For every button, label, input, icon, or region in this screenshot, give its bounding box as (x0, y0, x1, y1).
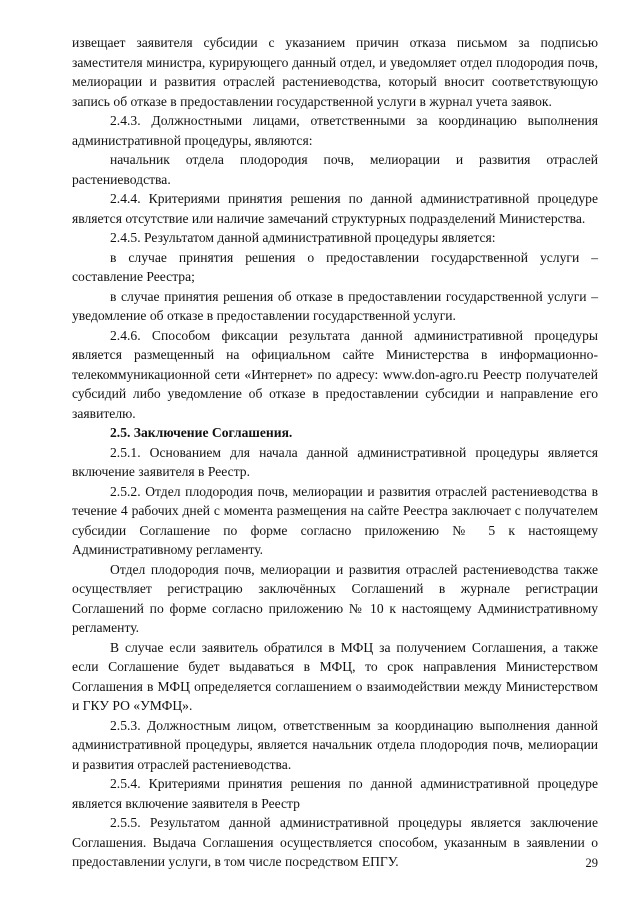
paragraph: 2.5.3. Должностным лицом, ответственным за координацию выполнения данной административной процедуры, является начальник отдела плодородия почв, мелиорации и развития отраслей растениеводства. (72, 717, 598, 772)
paragraph: В случае если заявитель обратился в МФЦ за получением Соглашения, а также если Соглашение будет выдаваться в МФЦ, то срок направления Министерством Соглашения в МФЦ определяется соглашением о взаимодействии между Министерством и ГКУ РО «УМФЦ». (72, 639, 598, 713)
paragraph: Отдел плодородия почв, мелиорации и развития отраслей растениеводства также осуществляет регистрацию заключённых Соглашений в журнале регистрации Соглашений по форме согласно приложению № 10 к настоящему Административному регламенту. (72, 561, 598, 635)
paragraph: 2.5.1. Основанием для начала данной административной процедуры является включение заявителя в Реестр. (72, 444, 598, 479)
paragraph: 2.5.4. Критериями принятия решения по данной административной процедуре является включение заявителя в Реестр (72, 776, 598, 811)
paragraph: 2.4.3. Должностными лицами, ответственными за координацию выполнения административной процедуры, являются: (72, 113, 598, 148)
paragraph: 2.4.5. Результатом данной административной процедуры является: (110, 230, 496, 245)
paragraph: 2.5.5. Результатом данной административной процедуры является заключение Соглашения. Выдача Соглашения осуществляется способом, указанным в заявлении о предоставлении услуги, в том числе посредством ЕПГУ. (72, 815, 598, 869)
paragraph: начальник отдела плодородия почв, мелиорации и развития отраслей растениеводства. (72, 152, 598, 187)
paragraph: извещает заявителя субсидии с указанием причин отказа письмом за подписью заместителя министра, курирующего данный отдел, и уведомляет отдел плодородия почв, мелиорации и развития отраслей растениеводства, который вносит соответствующую запись об отказе в предоставлении государственной услуги в журнал учета заявок. (72, 35, 598, 109)
paragraph: в случае принятия решения об отказе в предоставлении государственной услуги – уведомление об отказе в предоставлении государственной услуги. (72, 288, 598, 323)
page-number: 29 (585, 856, 598, 870)
paragraph: в случае принятия решения о предоставлении государственной услуги – составление Реестра; (72, 249, 598, 284)
section-heading: 2.5. Заключение Соглашения. (110, 425, 293, 440)
paragraph: 2.4.4. Критериями принятия решения по данной административной процедуре является отсутствие или наличие замечаний структурных подразделений Министерства. (72, 191, 598, 226)
paragraph: 2.5.2. Отдел плодородия почв, мелиорации и развития отраслей растениеводства в течение 4 рабочих дней с момента размещения на сайте Реестра заключает с получателем субсидии Соглашение по форме согласно приложению № 5 к настоящему Административному регламенту. (72, 483, 598, 557)
paragraph: 2.4.6. Способом фиксации результата данной административной процедуры является размещенный на официальном сайте Министерства в информационно-телекоммуникационной сети «Интернет» по адресу: www.don-agro.ru Реестр получателей субсидий либо уведомление об отказе в предоставлении субсидии и направление его заявителю. (72, 327, 598, 421)
body-text (72, 33, 598, 872)
